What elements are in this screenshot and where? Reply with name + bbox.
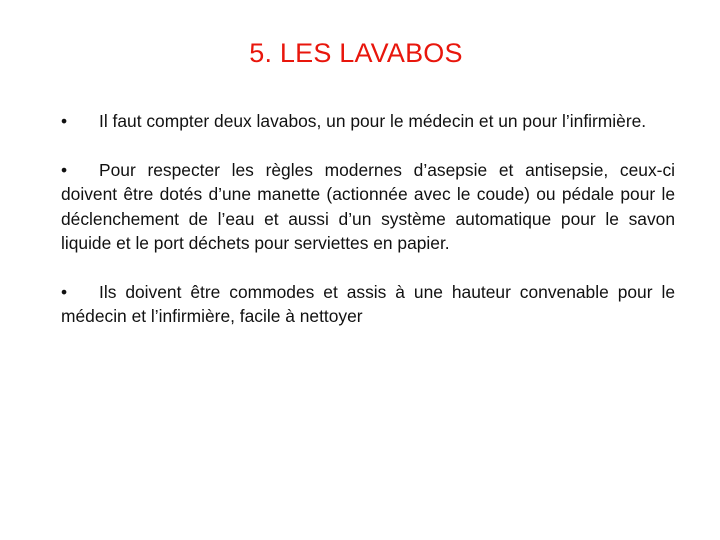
bullet-icon: • [61,281,68,302]
bullet-text: Il faut compter deux lavabos, un pour le médecin et un pour l’infirmière. [99,111,647,131]
bullet-paragraph [61,109,675,134]
bullet-paragraph [61,158,675,256]
bullet-text: Pour respecter les règles modernes d’asepsie et antisepsie, ceux-ci doivent être dotés d’une manette (actionnée avec le coude) ou pédale pour le déclenchement de l’eau et aussi d’un système automatique pour le savon liquide et le port déchets pour serviettes en papier. [61,159,675,253]
bullet-icon: • [61,159,68,180]
slide-title: 5. LES LAVABOS [249,38,463,68]
bullet-list [61,109,675,353]
bullet-icon: • [61,111,68,131]
bullet-paragraph [61,280,675,329]
bullet-text: Ils doivent être commodes et assis à une hauteur convenable pour le médecin et l’infirmière, facile à nettoyer [61,281,675,326]
